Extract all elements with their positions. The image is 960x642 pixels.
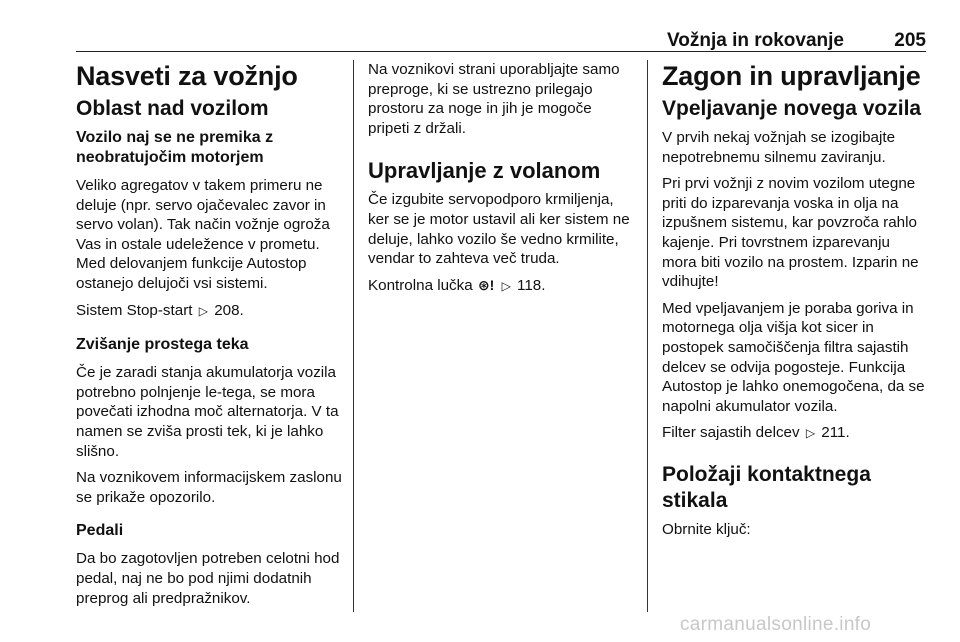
paragraph-pedals: Da bo zagotovljen potreben celotni hod pedal, naj ne bo pod njimi dodatnih preprog ali predpražnikov. (76, 550, 340, 607)
particle-filter-page-ref: 211. (821, 424, 850, 442)
heading-driving-tips: Nasveti za vožnjo (76, 61, 298, 91)
watermark: carmanualsonline.info (680, 614, 872, 635)
heading-idle-speed: Zvišanje prostega teka (76, 336, 249, 354)
page-reference-icon: ▷ (501, 278, 511, 293)
column-2 (368, 60, 634, 303)
page-header (76, 30, 926, 56)
paragraph-steering: Če izgubite servopodporo krmiljenja, ker se je motor ustavil ali ker sistem ne deluje, lahko vozilo še vedno krmilite, vendar to zahteva več truda. (368, 191, 630, 268)
stop-start-page-ref: 208. (214, 301, 244, 319)
paragraph-turn-key: Obrnite ključ: (662, 520, 751, 538)
paragraph-particle-filter (662, 423, 926, 444)
heading-new-vehicle: Vpeljavanje novega vozila (662, 97, 922, 120)
heading-vehicle-control: Oblast nad vozilom (76, 97, 269, 120)
particle-filter-text: Filter sajastih delcev (662, 424, 800, 442)
control-light-page-ref: 118. (517, 276, 546, 294)
stop-start-text: Sistem Stop-start (76, 301, 193, 319)
column-3 (662, 60, 926, 547)
column-divider-2 (647, 60, 648, 612)
page-reference-icon: ▷ (198, 303, 208, 318)
column-divider-1 (353, 60, 354, 612)
paragraph-braking: V prvih nekaj vožnjah se izogibajte nepotrebnemu silnemu zaviranju. (662, 129, 896, 166)
paragraph-engine-off: Veliko agregatov v takem primeru ne deluje (npr. servo ojačevalec zavor in servo volan). Tak način vožnje ogroža Vas in ostale udeležence v prometu. Med delovanjem funkcije Autostop ostanejo delujoči vsi sistemi. (76, 177, 330, 292)
steering-warning-icon: ⊛! (477, 276, 495, 293)
paragraph-floor-mats: Na voznikovi strani uporabljajte samo preproge, ki se ustrezno prilegajo prostoru za noge in jih je mogoče pripeti z držali. (368, 61, 620, 137)
control-light-text: Kontrolna lučka (368, 276, 473, 294)
heading-pedals: Pedali (76, 522, 124, 540)
paragraph-stop-start (76, 301, 342, 322)
paragraph-evaporation: Pri prvi vožnji z novim vozilom utegne priti do izparevanja voska in olja na izpušnem sistemu, kar povzroča rahlo kajenje. Pri tovrstnem izparevanju mora biti vozilo na prostem. Izparin ne vdihujte! (662, 175, 919, 291)
paragraph-control-light (368, 276, 634, 297)
page-number: 205 (894, 30, 926, 51)
paragraph-idle-speed: Če je zaradi stanja akumulatorja vozila potrebno polnjenje le-tega, se mora povečati izhodna moč alternatorja. V ta namen se zviša prosti tek, ki je lahko slišno. (76, 364, 339, 460)
heading-ignition-positions: Položaji kontaktnega stikala (662, 462, 871, 512)
paragraph-fuel-consumption: Med vpeljavanjem je poraba goriva in motornega olja višja kot sicer in postopek samočiščenja filtra sajastih delcev se odvija pogosteje. Funkcija Autostop je lahko onemogočena, da se napolni akumulator vozila. (662, 299, 925, 415)
paragraph-idle-warning: Na voznikovem informacijskem zaslonu se prikaže opozorilo. (76, 469, 342, 506)
header-title: Vožnja in rokovanje (666, 30, 844, 51)
page-reference-icon: ▷ (805, 426, 816, 441)
heading-engine-off: Vozilo naj se ne premika z neobratujočim motorjem (76, 129, 274, 166)
column-1 (76, 60, 342, 615)
heading-steering: Upravljanje z volanom (368, 158, 601, 184)
heading-start-operation: Zagon in upravljanje (662, 61, 921, 91)
header-divider (76, 51, 926, 52)
